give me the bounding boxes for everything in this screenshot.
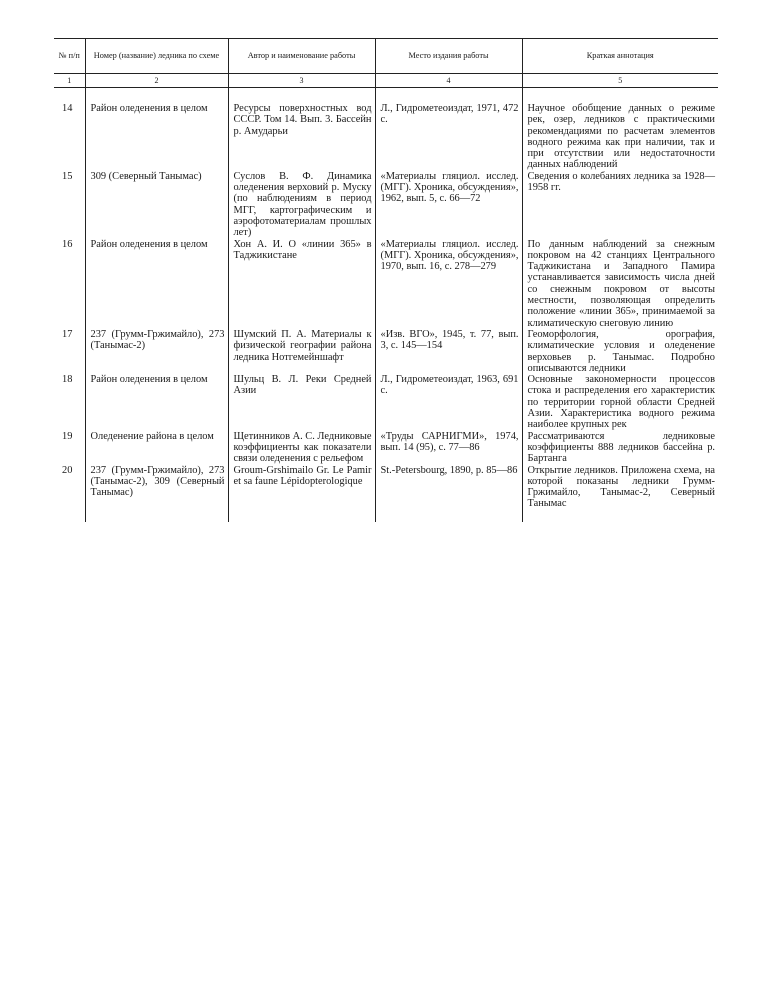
header-author-work: Автор и наименование работы xyxy=(228,39,375,74)
header-place: Место издания работы xyxy=(375,39,522,74)
column-number-row xyxy=(54,74,718,88)
table-row xyxy=(54,171,718,239)
author-work-cell: Ресурсы поверхностных вод СССР. Том 14. Вып. 3. Бассейн р. Амударьи xyxy=(228,88,375,171)
row-number: 20 xyxy=(62,464,73,476)
bibliography-table xyxy=(54,38,718,522)
author-work-cell: Суслов В. Ф. Динамика оледенения верховий р. Муску (по наблюдениям в период МГГ, картографическим и аэрофотоматериалам прошлых лет) xyxy=(228,171,375,239)
glacier-cell: 237 (Грумм-Гржимайло), 273 (Танымас-2) xyxy=(85,329,228,374)
annotation-cell: Сведения о колебаниях ледника за 1928—1958 гг. xyxy=(522,171,718,239)
glacier-cell: 237 (Грумм-Гржимайло), 273 (Танымас-2), 309 (Северный Танымас) xyxy=(85,465,228,522)
header-row xyxy=(54,39,718,74)
column-number: 3 xyxy=(228,74,375,88)
place-cell: «Изв. ВГО», 1945, т. 77, вып. 3, с. 145—154 xyxy=(375,329,522,374)
table-row xyxy=(54,465,718,522)
column-number: 2 xyxy=(85,74,228,88)
glacier-cell: Район оледенения в целом xyxy=(85,239,228,329)
row-number: 18 xyxy=(62,374,73,386)
place-cell: St.-Petersbourg, 1890, p. 85—86 xyxy=(375,465,522,522)
table-row xyxy=(54,329,718,374)
author-work-cell: Щетинников А. С. Ледниковые коэффициенты как показатели связи оледенения с рельефом xyxy=(228,431,375,465)
row-number: 15 xyxy=(62,170,73,182)
annotation-cell: Рассматриваются ледниковые коэффициенты 888 ледников бассейна р. Бартанга xyxy=(522,431,718,465)
annotation-cell: Научное обобщение данных о режиме рек, озер, ледников с практическими рекомендациями по расчетам элементов водного режима как при наличии, так и при отсутствии или недостаточности данных наблюдений xyxy=(522,88,718,171)
author-work-cell: Groum-Grshimailo Gr. Le Pamir et sa faune Lépidopterologique xyxy=(228,465,375,522)
place-cell: «Труды САРНИГМИ», 1974, вып. 14 (95), с. 77—86 xyxy=(375,431,522,465)
row-number: 17 xyxy=(62,328,73,340)
header-glacier: Номер (название) ледника по схеме xyxy=(85,39,228,74)
place-cell: «Материалы гляциол. исслед. (МГГ). Хроника, обсуждения», 1962, вып. 5, с. 66—72 xyxy=(375,171,522,239)
place-cell: Л., Гидрометеоиздат, 1963, 691 с. xyxy=(375,374,522,430)
glacier-cell: Оледенение района в целом xyxy=(85,431,228,465)
table-row xyxy=(54,431,718,465)
glacier-cell: 309 (Северный Танымас) xyxy=(85,171,228,239)
column-number: 4 xyxy=(375,74,522,88)
annotation-cell: Геоморфология, орография, климатические условия и оледенение верховьев р. Танымас. Подробно описываются ледники xyxy=(522,329,718,374)
place-cell: Л., Гидрометеоиздат, 1971, 472 с. xyxy=(375,88,522,171)
annotation-cell: Основные закономерности процессов стока и распределения его характеристик по территории горной области Средней Азии. Характеристика водного режима наиболее крупных рек xyxy=(522,374,718,430)
glacier-cell: Район оледенения в целом xyxy=(85,374,228,430)
row-number: 16 xyxy=(62,238,73,250)
glacier-cell: Район оледенения в целом xyxy=(85,88,228,171)
header-annotation: Краткая аннотация xyxy=(522,39,718,74)
author-work-cell: Хон А. И. О «линии 365» в Таджикистане xyxy=(228,239,375,329)
column-number: 5 xyxy=(522,74,718,88)
annotation-cell: По данным наблюдений за снежным покровом на 42 станциях Центрального Таджикистана и Западного Памира устанавливается зависимость числа дней со снежным покровом от высоты местности, позволяющая определить положение «линии 365», принимаемой за климатическую снеговую линию xyxy=(522,239,718,329)
author-work-cell: Шумский П. А. Материалы к физической географии района ледника Нотгемейншафт xyxy=(228,329,375,374)
table-row xyxy=(54,374,718,430)
row-number: 19 xyxy=(62,430,73,442)
row-number: 14 xyxy=(62,103,73,114)
author-work-cell: Шульц В. Л. Реки Средней Азии xyxy=(228,374,375,430)
column-number: 1 xyxy=(54,74,85,88)
table-row xyxy=(54,239,718,329)
place-cell: «Материалы гляциол. исслед. (МГГ). Хроника, обсуждения», 1970, вып. 16, с. 278—279 xyxy=(375,239,522,329)
header-number: № п/п xyxy=(54,39,85,74)
table-row xyxy=(54,88,718,171)
annotation-cell: Открытие ледников. Приложена схема, на которой показаны ледники Грумм-Гржимайло, Танымас-2, Северный Танымас xyxy=(522,465,718,522)
